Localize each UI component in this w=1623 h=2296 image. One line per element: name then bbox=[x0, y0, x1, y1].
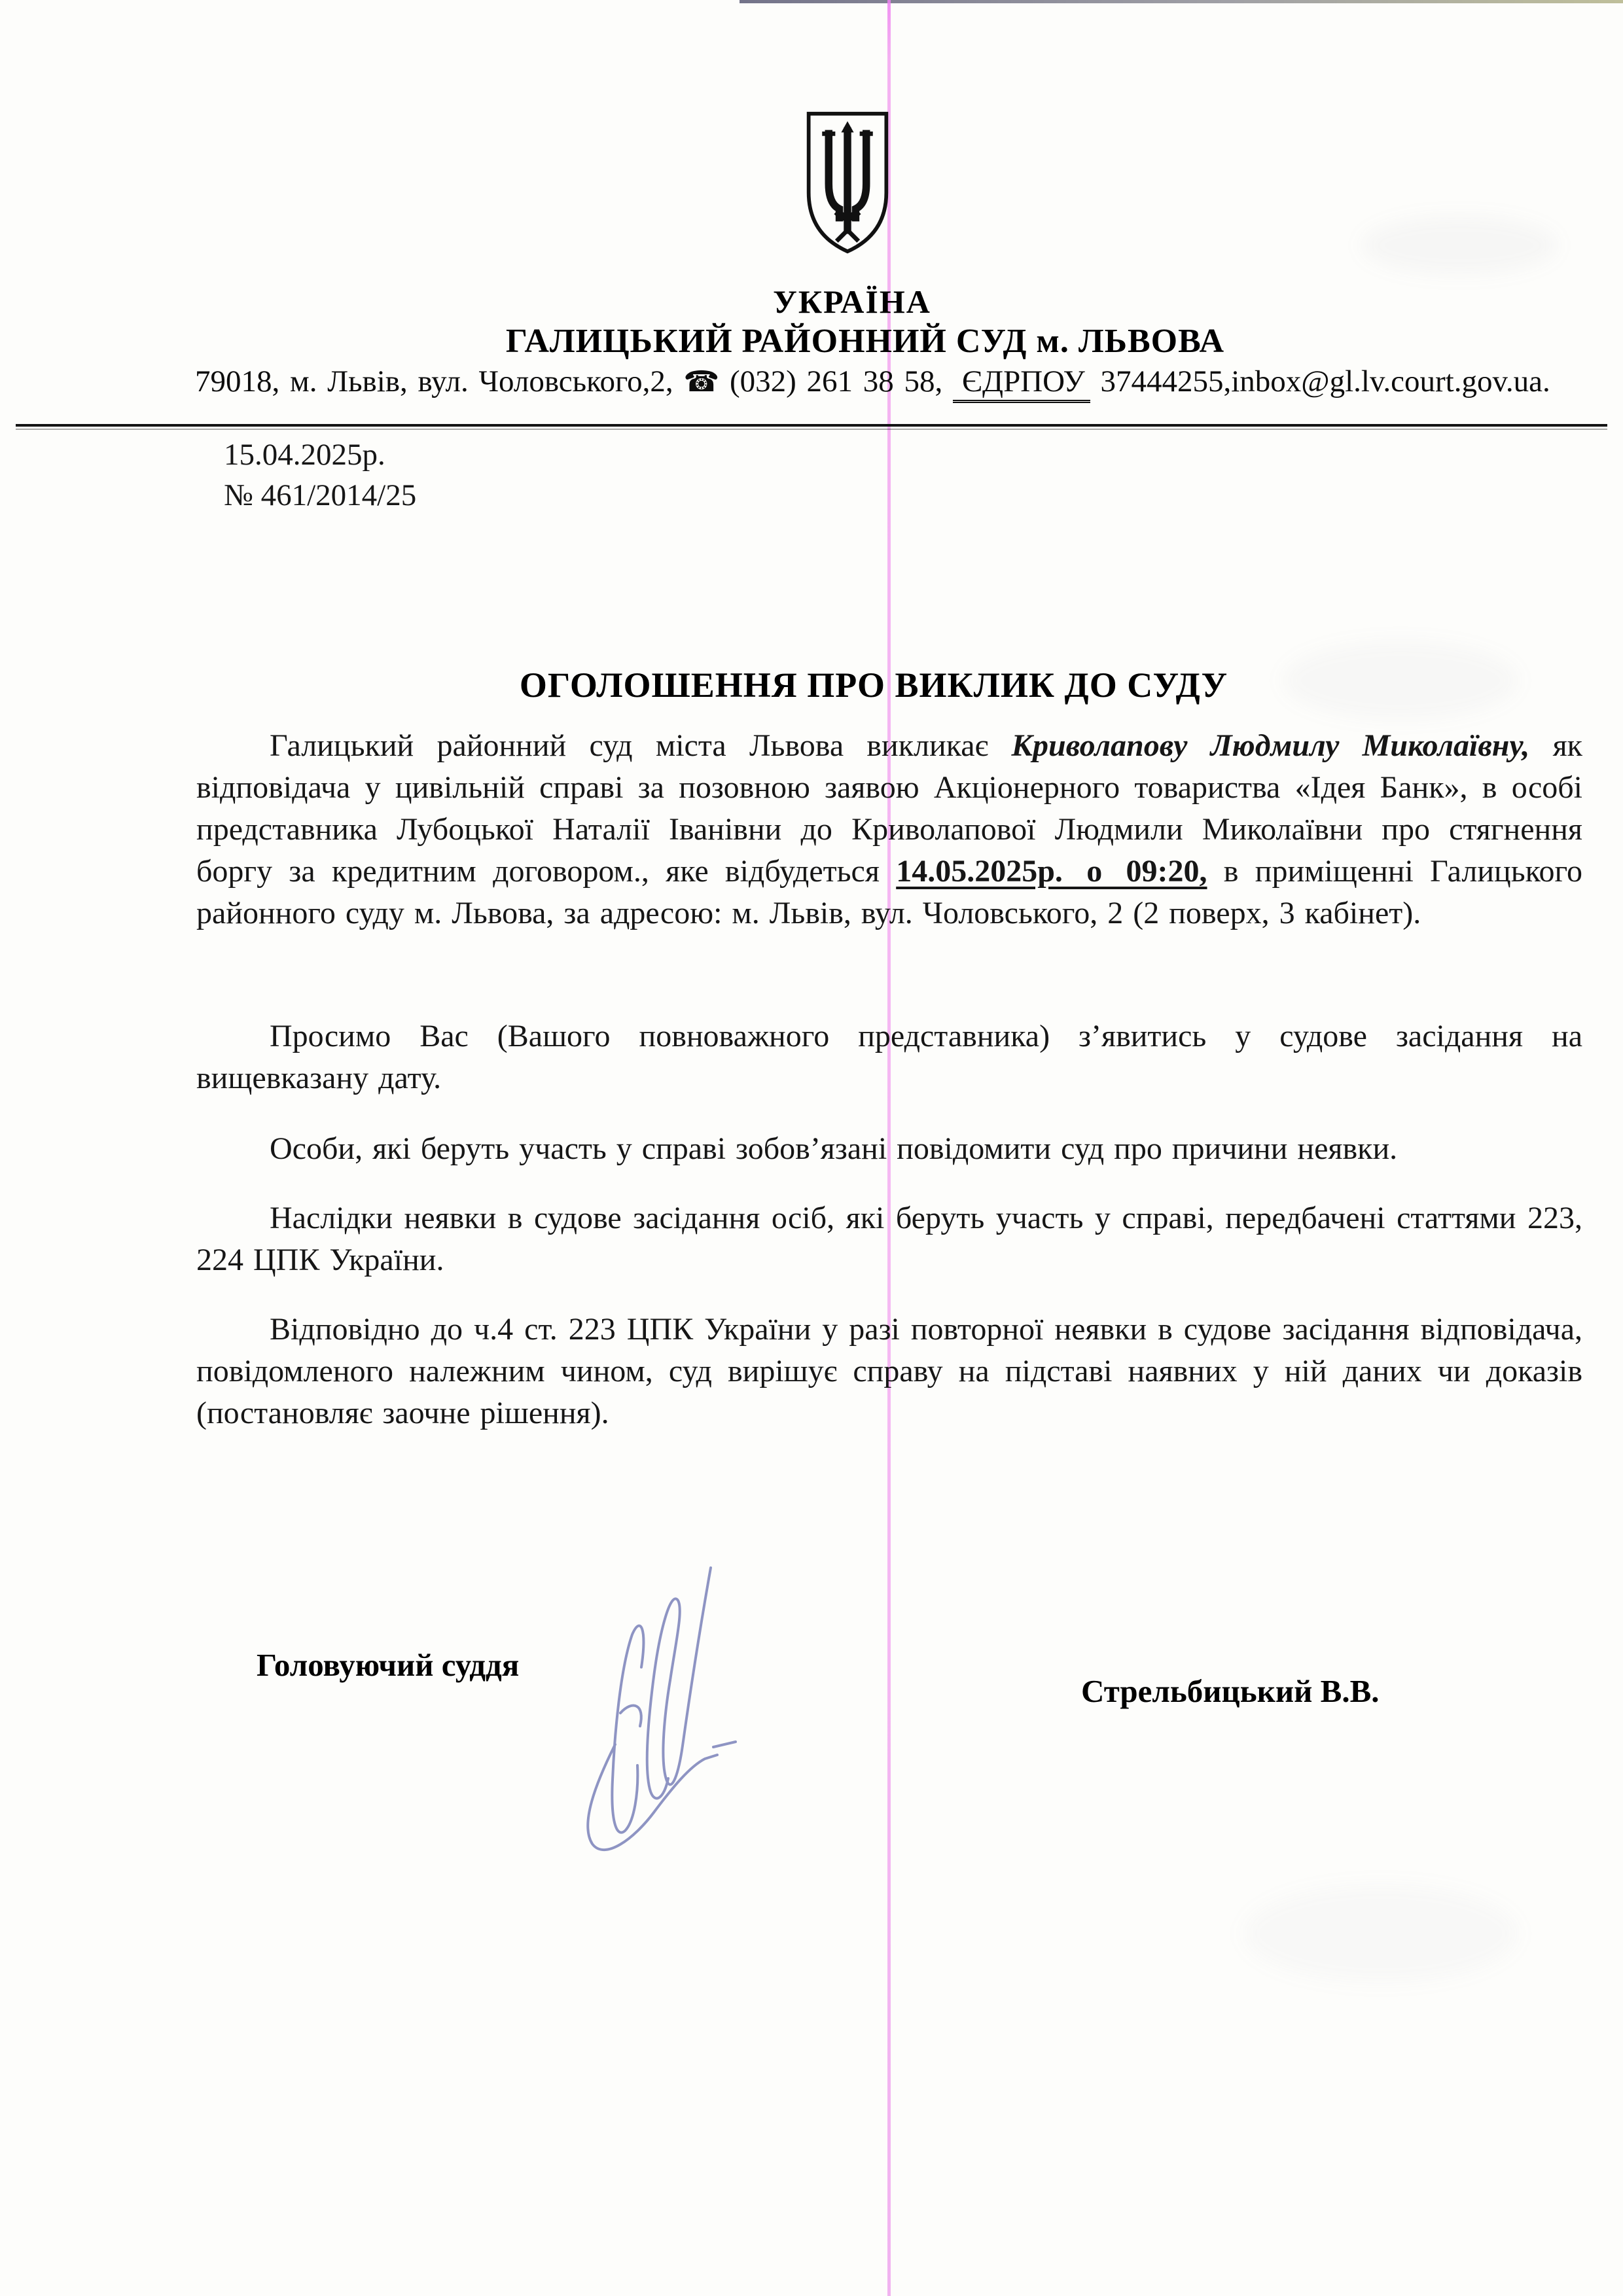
summons-case-details: як відповідача у цивільній справі за позовною заявою Акціонерного товариства «Ідея Банк», в особі представника Лубоцької Наталії Іванівни до Криволапової Людмили Миколаївни про стягнення боргу за кредитним договором., яке відбудеться bbox=[196, 728, 1583, 889]
paper-smudge bbox=[1243, 1884, 1518, 1983]
paper-smudge bbox=[1361, 216, 1558, 275]
edrpou-value: 37444255, bbox=[1090, 364, 1232, 398]
country-name: УКРАЇНА bbox=[773, 283, 931, 320]
phone-number: (032) 261 38 58, bbox=[719, 364, 953, 398]
document-title: ОГОЛОШЕННЯ ПРО ВИКЛИК ДО СУДУ bbox=[519, 665, 1228, 705]
signer-role-label: Головуючий суддя bbox=[257, 1647, 520, 1683]
summons-location: в приміщенні Галицького районного суду м. Львова, за адресою: м. Львів, вул. Чоловського, 2 (2 поверх, 3 кабінет). bbox=[196, 854, 1583, 930]
court-email: inbox@gl.lv.court.gov.ua. bbox=[1231, 364, 1550, 398]
scanner-edge-artifact bbox=[740, 0, 1623, 3]
ukraine-trident-emblem-icon bbox=[804, 109, 891, 260]
document-date: 15.04.2025р. bbox=[224, 438, 385, 472]
summons-intro: Галицький районний суд міста Львова викликає bbox=[270, 728, 1012, 763]
court-name: ГАЛИЦЬКИЙ РАЙОННИЙ СУД м. ЛЬВОВА bbox=[505, 323, 1225, 360]
paragraph-notify-obligation: Особи, які беруть участь у справі зобов’язані повідомити суд про причини неявки. bbox=[270, 1131, 1398, 1166]
defendant-name: Криволапову Людмилу Миколаївну, bbox=[1011, 728, 1530, 763]
document-reference-number: № 461/2014/25 bbox=[224, 478, 417, 512]
signer-name: Стрельбицький В.В. bbox=[1081, 1673, 1380, 1709]
edrpou-label: ЄДРПОУ bbox=[953, 364, 1090, 403]
handwritten-signature bbox=[542, 1549, 758, 1880]
address-text: 79018, м. Львів, вул. Чоловського,2, bbox=[195, 364, 684, 398]
hearing-datetime: 14.05.2025р. о 09:20, bbox=[896, 854, 1207, 889]
paragraph-request-to-appear: Просимо Вас (Вашого повноважного представника) з’явитись у судове засідання на вищевказану дату. bbox=[196, 1019, 1582, 1095]
header-divider-rule bbox=[16, 424, 1607, 427]
paragraph-consequences: Наслідки неявки в судове засідання осіб, які беруть участь у справі, передбачені статтями 223, 224 ЦПК України. bbox=[196, 1201, 1582, 1277]
court-address-line bbox=[195, 364, 1612, 399]
paragraph-default-judgment: Відповідно до ч.4 ст. 223 ЦПК України у разі повторної неявки в судове засідання відповідача, повідомленого належним чином, суд вирішує справу на підставі наявних у ній даних чи доказів (постановляє заочне рішення). bbox=[196, 1312, 1582, 1430]
phone-icon: ☎ bbox=[683, 365, 720, 398]
paragraph-summons bbox=[196, 725, 1582, 934]
